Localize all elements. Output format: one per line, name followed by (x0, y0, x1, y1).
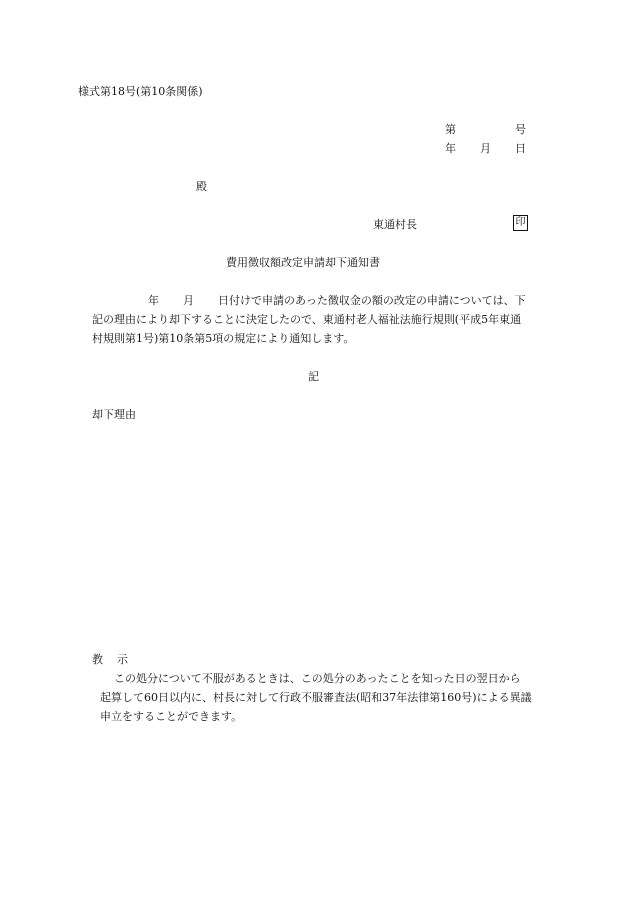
instruction-line-1: この処分について不服があるときは、この処分のあったことを知った日の翌日から (114, 672, 521, 685)
instruction-heading-part-1: 教 (92, 653, 103, 666)
document-title: 費用徴収額改定申請却下通知書 (226, 256, 380, 269)
rejection-reason-label: 却下理由 (92, 408, 136, 421)
document-number-suffix: 号 (515, 123, 526, 136)
instruction-line-2: 起算して60日以内に、村長に対して行政不服審査法(昭和37年法律第160号)による異議 (100, 691, 532, 704)
instruction-line-3: 申立をすることができます。 (100, 710, 243, 723)
instruction-heading (92, 653, 128, 666)
date-month-label: 月 (480, 142, 491, 155)
addressee-honorific: 殿 (196, 180, 207, 193)
issuer-name: 東通村長 (373, 218, 417, 231)
body-text-line-3: 村規則第1号)第10条第5項の規定により通知します。 (92, 332, 355, 345)
ki-note-heading: 記 (308, 370, 319, 383)
body-text-line-1: 日付けで申請のあった徴収金の額の改定の申請については、下 (218, 294, 526, 307)
body-year-label: 年 (148, 294, 159, 307)
body-month-label: 月 (183, 294, 194, 307)
date-day-label: 日 (515, 142, 526, 155)
document-number-prefix: 第 (445, 123, 456, 136)
date-year-label: 年 (445, 142, 456, 155)
seal-mark: 印 (513, 215, 528, 231)
instruction-heading-part-2: 示 (117, 653, 128, 666)
body-text-line-2: 記の理由により却下することに決定したので、東通村老人福祉法施行規則(平成5年東通 (92, 313, 522, 326)
form-number: 様式第18号(第10条関係) (78, 85, 203, 98)
